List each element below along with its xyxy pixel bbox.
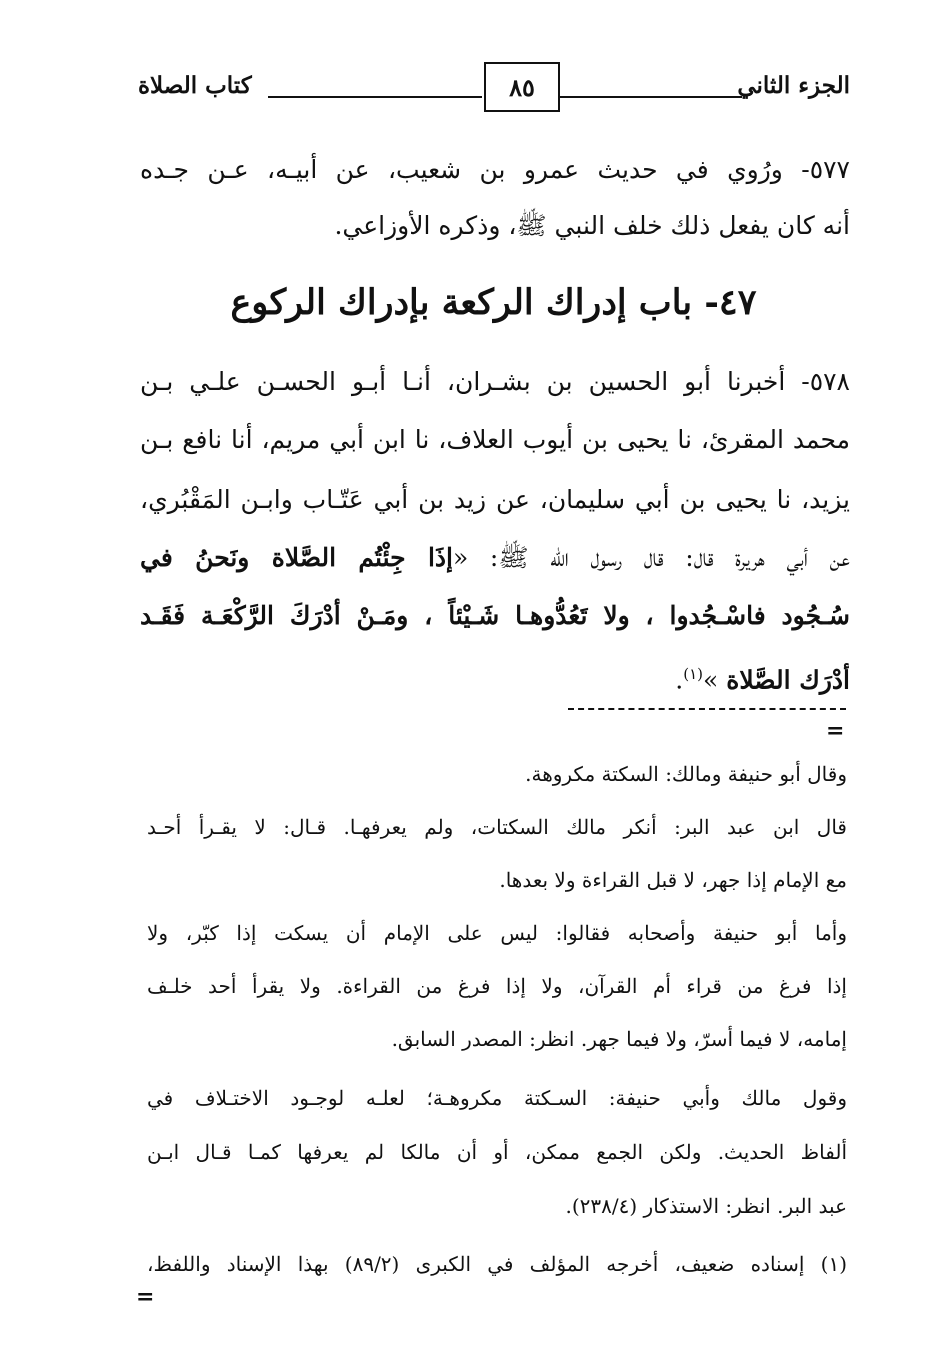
hadith-text-end: أدْرَك الصَّلاة [726,665,850,695]
footnote-ref-1: (١) [683,665,704,683]
hadith-line-2: محمد المقرئ، نا يحيى بن أيوب العلاف، نا ابن أبي مريم، أنا نافع بـن [140,425,850,454]
continuation-mark-top: = [826,718,845,744]
body-line-2: أنه كان يفعل ذلك خلف النبي ﷺ، وذكره الأوزاعي. [334,211,850,240]
page-number-box [484,62,560,112]
running-header [138,62,850,112]
body-line-1: ٥٧٧- ورُوي في حديث عمرو بن شعيب، عن أبيـه، عـن جـده [140,155,850,184]
footnote-1: (١) إسناده ضعيف، أخرجه المؤلف في الكبرى (٨٩/٢) بهذا الإسناد واللفظ، [147,1252,847,1276]
footnote-separator [568,708,846,710]
continuation-mark-bottom: = [136,1284,155,1310]
footnote-cont-line-9: عبد البر. انظر: الاستذكار (٢٣٨/٤). [565,1194,847,1218]
hadith-line-6 [140,654,850,696]
hadith-line-1: ٥٧٨- أخبرنا أبو الحسين بن بشـران، أنـا أبـو الحسـن علـي بـن [140,367,850,396]
footnote-cont-line-2: قال ابن عبد البر: أنكر مالك السكتات، ولم يعرفهـا. قـال: لا يقـرأ أحـد [147,815,847,839]
footnote-cont-line-6: إمامه، لا فيما أسرّ، ولا فيما جهر. انظر: المصدر السابق. [391,1027,847,1051]
footnote-cont-line-3: مع الإمام إذا جهر، لا قبل القراءة ولا بعدها. [499,868,847,892]
footnote-cont-line-8: ألفاظ الحديث. ولكن الجمع ممكن، أو أن مالكا لم يعرفها كمـا قـال ابـن [147,1140,847,1164]
chapter-title: ٤٧- باب إدراك الركعة بإدراك الركوع [230,282,757,323]
volume-title: الجزء الثاني [737,72,850,99]
hadith-line-3: يزيد، نا يحيى بن أبي سليمان، عن زيد بن أبي عَتّـاب وابـن المَقْبُري، [140,485,850,514]
footnote-cont-line-1: وقال أبو حنيفة ومالك: السكتة مكروهة. [525,762,847,786]
footnote-cont-line-5: إذا فرغ من قراء أم القرآن، ولا إذا فرغ من القراءة. ولا يقرأ أحد خلـف [147,974,847,998]
hadith-line-5: سُـجُود فاسْـجُدوا ، ولا تَعُدُّوهـا شَـيْئاً ، ومَـنْ أدْرَكَ الرَّكْعَـة فَقَـد [140,601,850,630]
hadith-line-4 [140,538,850,580]
header-rule-right [558,96,742,98]
hadith-text-start: إذَا جِئْتُم الصَّلاة ونَحنُ في [140,543,453,572]
header-rule-left [268,96,482,98]
hadith-close-quote: » [703,665,727,695]
hadith-end-period: . [675,665,684,695]
hadith-line-4-plain: عن أبي هريرة قال: قال رسول الله ﷺ: « [453,543,850,572]
footnote-cont-line-7: وقول مالك وأبي حنيفة: السـكتة مكروهـة؛ لعلـه لوجـود الاختـلاف في [147,1086,847,1110]
book-title: كتاب الصلاة [138,72,252,99]
footnote-cont-line-4: وأما أبو حنيفة وأصحابه فقالوا: ليس على الإمام أن يسكت إذا كبّر، ولا [147,921,847,945]
page-number: ٨٥ [509,72,535,102]
